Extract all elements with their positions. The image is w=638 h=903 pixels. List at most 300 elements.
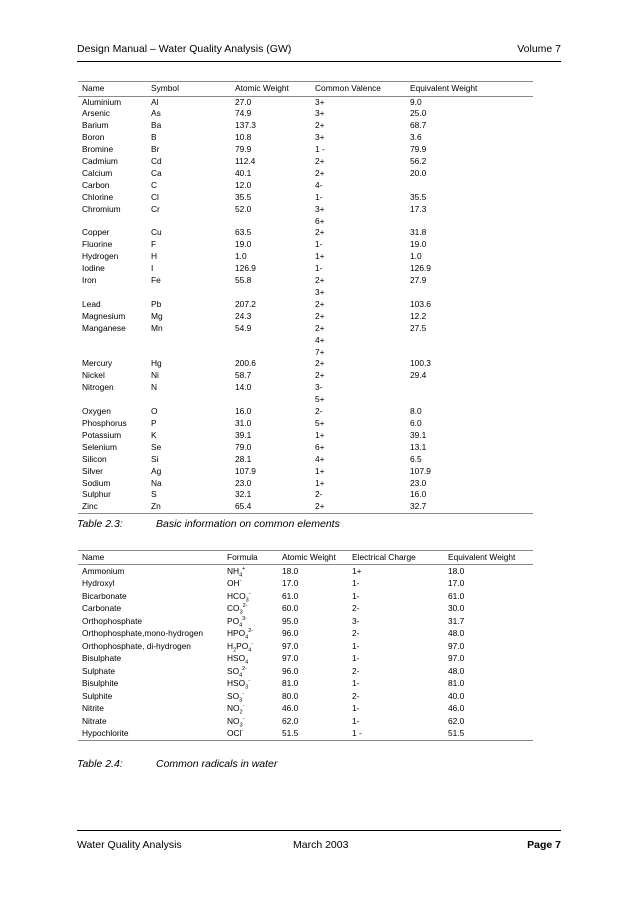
column-header: Symbol — [151, 83, 179, 93]
table-cell: 107.9 — [235, 465, 256, 476]
table-cell: Silver — [82, 465, 103, 476]
table-cell: 1+ — [352, 565, 362, 576]
formula-base: HPO — [227, 628, 246, 638]
table-cell: 16.0 — [410, 489, 427, 500]
table-cell: 19.0 — [235, 239, 252, 250]
table-cell: Sulphur — [82, 489, 111, 500]
table-cell: Carbon — [82, 179, 110, 190]
table-cell: Bromine — [82, 144, 114, 155]
formula-supscript: - — [248, 590, 251, 597]
table-cell: 1- — [352, 703, 360, 713]
table-row — [78, 615, 533, 628]
table-cell: 61.0 — [282, 590, 299, 601]
formula-subscript: 2 — [239, 709, 243, 716]
table-cell: 39.1 — [410, 429, 427, 440]
formula-subscript: 3 — [239, 722, 243, 729]
table-cell — [406, 287, 533, 299]
table-row — [78, 216, 533, 228]
table-cell: 51.5 — [448, 728, 465, 738]
table-cell: 1+ — [315, 251, 325, 262]
table-cell: 137.3 — [235, 120, 256, 131]
table-row — [78, 442, 533, 454]
table-cell: 1- — [352, 640, 360, 651]
table-cell: Calcium — [82, 167, 113, 178]
table-cell: 18.0 — [282, 565, 299, 576]
table-cell: Oxygen — [82, 406, 111, 417]
table-cell — [147, 394, 231, 406]
column-header: Name — [82, 83, 105, 93]
table-cell: 6+ — [315, 441, 325, 452]
table-cell: Sulphate — [82, 665, 116, 676]
column-header: Name — [82, 552, 105, 562]
table-row — [78, 382, 533, 394]
table-row — [78, 180, 533, 192]
table-cell — [78, 335, 147, 347]
table-row — [78, 144, 533, 156]
table-cell — [406, 347, 533, 359]
table-cell: 27.0 — [235, 96, 252, 107]
table-cell: Selenium — [82, 441, 117, 452]
formula-cell — [223, 602, 278, 615]
table-cell: 97.0 — [282, 653, 299, 663]
table-cell: H — [151, 251, 158, 262]
table-cell: 4- — [315, 179, 323, 190]
formula-base: HSO — [227, 653, 246, 663]
table-cell: N — [151, 382, 158, 393]
table-cell — [78, 394, 147, 406]
formula-cell — [223, 690, 278, 703]
table-cell: 62.0 — [448, 715, 465, 726]
table-2-4-caption — [77, 758, 277, 770]
table-cell: K — [151, 429, 157, 440]
table-cell: 24.3 — [235, 310, 252, 321]
formula-supscript: - — [242, 703, 245, 710]
table-cell — [231, 347, 311, 359]
table-cell: 39.1 — [235, 429, 252, 440]
table-row — [78, 418, 533, 430]
formula-supscript: - — [242, 715, 245, 722]
table-cell: 32.1 — [235, 489, 252, 500]
column-header: Formula — [227, 552, 258, 562]
table-cell: 4+ — [315, 453, 325, 464]
formula-subscript: 4 — [245, 659, 249, 666]
formula-subscript: 4 — [239, 572, 243, 579]
table-cell: 3- — [352, 615, 360, 626]
table-cell: 97.0 — [448, 653, 465, 663]
formula-subscript: 3 — [245, 684, 249, 691]
table-cell: 2- — [315, 489, 323, 500]
table-cell: 1.0 — [410, 251, 422, 262]
table-row — [78, 132, 533, 144]
table-cell: 103.6 — [410, 298, 431, 309]
table-cell: 1- — [352, 678, 360, 688]
formula-cell — [223, 615, 278, 628]
table-cell: Barium — [82, 120, 109, 131]
table-cell: 1- — [352, 715, 360, 726]
table-cell: Iodine — [82, 263, 105, 274]
table-cell: 23.0 — [235, 477, 252, 488]
column-header: Equivalent Weight — [448, 552, 516, 562]
formula-supscript: 2- — [242, 665, 248, 672]
table-cell: 2+ — [315, 298, 325, 309]
caption-text: Common radicals in water — [156, 758, 278, 770]
table-row — [78, 120, 533, 132]
table-cell: Mercury — [82, 358, 113, 369]
formula-base: H — [227, 640, 234, 651]
table-row — [78, 192, 533, 204]
table-cell: 18.0 — [448, 565, 465, 576]
table-cell — [231, 216, 311, 228]
formula-subscript: 4 — [239, 672, 243, 679]
table-cell: 74.9 — [235, 108, 252, 119]
radicals-table-header — [78, 551, 533, 565]
table-cell: 13.1 — [410, 441, 427, 452]
table-cell: 12.0 — [235, 179, 252, 190]
table-cell: 97.0 — [282, 640, 299, 651]
column-header: Atomic Weight — [282, 552, 336, 562]
formula-subscript: 2 — [233, 647, 237, 654]
formula-supscript: 2- — [248, 628, 254, 635]
table-cell: Bicarbonate — [82, 590, 127, 601]
table-cell: Copper — [82, 227, 110, 238]
table-cell: Mn — [151, 322, 163, 333]
table-cell: 3+ — [315, 287, 325, 297]
table-cell: As — [151, 108, 161, 119]
formula-cell — [223, 715, 278, 728]
table-cell: 31.8 — [410, 227, 427, 238]
table-cell: 1+ — [315, 429, 325, 440]
table-cell: 48.0 — [448, 665, 465, 676]
table-cell: 63.5 — [235, 227, 252, 238]
table-row — [78, 665, 533, 678]
table-cell — [231, 287, 311, 299]
table-cell: 112.4 — [235, 156, 256, 167]
table-cell — [406, 382, 533, 394]
formula-base: NO — [227, 703, 240, 713]
table-row — [78, 640, 533, 653]
table-row — [78, 311, 533, 323]
formula-subscript: 4 — [248, 647, 252, 654]
table-row — [78, 251, 533, 263]
table-cell: 58.7 — [235, 370, 252, 381]
table-cell — [147, 216, 231, 228]
table-cell: Orthophosphate — [82, 615, 143, 626]
table-cell: Iron — [82, 275, 97, 286]
header-volume: Volume 7 — [517, 43, 561, 55]
table-cell: 55.8 — [235, 275, 252, 286]
table-row — [78, 263, 533, 275]
table-cell: 10.8 — [235, 132, 252, 143]
table-cell — [406, 335, 533, 347]
table-cell: 100.3 — [410, 358, 431, 369]
table-row — [78, 430, 533, 442]
table-cell: 16.0 — [235, 406, 252, 417]
table-cell: 1+ — [315, 477, 325, 488]
table-cell: 17.0 — [448, 578, 465, 588]
table-cell: 60.0 — [282, 603, 299, 613]
table-cell: 2+ — [315, 156, 325, 167]
table-cell: Se — [151, 441, 162, 452]
table-cell: 52.0 — [235, 203, 252, 214]
table-cell: 1 - — [315, 144, 325, 155]
formula-base: HSO — [227, 678, 246, 688]
table-cell: 1- — [352, 590, 360, 601]
table-cell: 27.5 — [410, 322, 427, 333]
table-cell: 2+ — [315, 310, 325, 321]
table-cell: Bisulphate — [82, 653, 122, 663]
table-cell: 5+ — [315, 394, 325, 405]
formula-subscript: 3 — [245, 597, 249, 604]
table-cell: 1- — [315, 263, 323, 274]
formula-base: NO — [227, 715, 240, 726]
table-cell: 81.0 — [448, 678, 465, 688]
formula-cell — [223, 652, 278, 665]
formula-supscript: - — [239, 578, 242, 585]
table-cell: 61.0 — [448, 590, 465, 601]
table-cell: Ca — [151, 167, 162, 178]
table-cell: Nitrogen — [82, 382, 114, 393]
table-cell: 3+ — [315, 203, 325, 214]
table-cell: I — [151, 263, 154, 274]
table-cell: 2- — [352, 665, 360, 676]
table-cell: 2- — [315, 406, 323, 417]
table-cell: 2+ — [315, 322, 325, 333]
formula-supscript: 2- — [242, 603, 248, 610]
table-cell: 2+ — [315, 370, 325, 381]
table-2-3-caption — [77, 518, 340, 530]
column-header: Equivalent Weight — [410, 83, 478, 93]
table-cell: 97.0 — [448, 640, 465, 651]
table-cell — [78, 216, 147, 228]
table-cell: Cadmium — [82, 156, 118, 167]
header-rule — [77, 61, 561, 62]
table-cell: 31.0 — [235, 417, 252, 428]
formula-subscript: 3 — [239, 609, 243, 616]
table-row — [78, 275, 533, 287]
page-footer — [77, 839, 561, 853]
table-row — [78, 564, 533, 577]
table-cell: 2- — [352, 603, 360, 613]
formula-base: OCl — [227, 728, 242, 738]
table-cell: Cu — [151, 227, 162, 238]
table-cell: Cd — [151, 156, 162, 167]
table-cell: 40.1 — [235, 167, 252, 178]
table-cell: 2- — [352, 690, 360, 701]
table-cell: 23.0 — [410, 477, 427, 488]
table-cell: Bisulphite — [82, 678, 119, 688]
table-cell: 65.4 — [235, 501, 252, 512]
table-cell: Hydrogen — [82, 251, 119, 262]
table-row — [78, 168, 533, 180]
table-row — [78, 323, 533, 335]
table-cell: Zinc — [82, 501, 98, 512]
table-cell: 28.1 — [235, 453, 252, 464]
table-cell: Arsenic — [82, 108, 110, 119]
table-row — [78, 489, 533, 501]
table-cell: Nitrate — [82, 715, 107, 726]
table-row — [78, 454, 533, 466]
table-row — [78, 227, 533, 239]
table-cell: 5+ — [315, 417, 325, 428]
table-cell: Hypochlorite — [82, 728, 129, 738]
table-cell: 3+ — [315, 132, 325, 143]
formula-base: OH — [227, 578, 240, 588]
table-cell: 1- — [352, 578, 360, 588]
table-cell: 1- — [352, 653, 360, 663]
formula-cell — [223, 640, 278, 653]
table-cell: Ni — [151, 370, 159, 381]
table-cell: 17.0 — [282, 578, 299, 588]
table-cell — [78, 287, 147, 299]
table-cell: 7+ — [315, 346, 325, 357]
formula-cell — [223, 702, 278, 715]
table-cell: Nitrite — [82, 703, 104, 713]
table-cell: Fluorine — [82, 239, 113, 250]
table-row — [78, 335, 533, 347]
formula-cell — [223, 577, 278, 590]
table-cell: Nickel — [82, 370, 105, 381]
table-cell: Pb — [151, 298, 162, 309]
formula-subscript: 4 — [239, 622, 243, 629]
table-cell: 35.5 — [410, 191, 427, 202]
column-header: Common Valence — [315, 83, 381, 93]
table-cell: 29.4 — [410, 370, 427, 381]
table-cell: 9.0 — [410, 96, 422, 107]
table-cell: Zn — [151, 501, 161, 512]
table-cell: 1- — [315, 239, 323, 250]
table-cell: 25.0 — [410, 108, 427, 119]
table-cell: Chromium — [82, 203, 121, 214]
table-row — [78, 156, 533, 168]
formula-supscript: + — [242, 565, 246, 572]
table-cell: 2- — [352, 628, 360, 638]
table-cell: 96.0 — [282, 628, 299, 638]
table-cell: Orthophosphate,mono-hydrogen — [82, 628, 204, 638]
table-cell: Ammonium — [82, 565, 125, 576]
table-cell: 46.0 — [282, 703, 299, 713]
table-row — [78, 727, 533, 740]
table-cell: 1- — [315, 191, 323, 202]
table-cell: Boron — [82, 132, 105, 143]
table-cell: 6.5 — [410, 453, 422, 464]
table-cell: Mg — [151, 310, 163, 321]
table-cell: 79.9 — [235, 144, 252, 155]
table-cell: Chlorine — [82, 191, 114, 202]
table-cell: 3+ — [315, 108, 325, 119]
table-cell: Lead — [82, 298, 101, 309]
table-cell: S — [151, 489, 157, 500]
table-cell: 14.0 — [235, 382, 252, 393]
table-cell: 27.9 — [410, 275, 427, 286]
table-cell: 6+ — [315, 215, 325, 226]
table-row — [78, 577, 533, 590]
column-header: Electrical Charge — [352, 552, 416, 562]
table-cell: 51.5 — [282, 728, 299, 738]
table-cell: 12.2 — [410, 310, 427, 321]
table-cell: Silicon — [82, 453, 107, 464]
table-cell — [406, 394, 533, 406]
table-cell: 17.3 — [410, 203, 427, 214]
table-cell: 1 - — [352, 728, 362, 738]
table-cell: 40.0 — [448, 690, 465, 701]
table-cell: 200.6 — [235, 358, 256, 369]
table-cell: 126.9 — [410, 263, 431, 274]
formula-base: PO — [227, 615, 240, 626]
table-cell — [406, 180, 533, 192]
table-cell: 35.5 — [235, 191, 252, 202]
table-cell: Magnesium — [82, 310, 126, 321]
formula-cell — [223, 727, 278, 740]
radicals-table-body — [78, 564, 533, 740]
formula-base: SO — [227, 690, 240, 701]
table-cell: 2+ — [315, 167, 325, 178]
table-row — [78, 239, 533, 251]
table-row — [78, 627, 533, 640]
table-cell — [147, 335, 231, 347]
table-row — [78, 108, 533, 120]
formula-base: SO — [227, 665, 240, 676]
table-cell: O — [151, 406, 158, 417]
caption-text: Basic information on common elements — [156, 518, 340, 530]
formula-cell — [223, 590, 278, 603]
table-cell: 56.2 — [410, 156, 427, 167]
table-row — [78, 501, 533, 513]
table-cell: 95.0 — [282, 615, 299, 626]
table-cell: 6.0 — [410, 417, 422, 428]
table-cell: 19.0 — [410, 239, 427, 250]
table-cell: Phosphorus — [82, 417, 127, 428]
table-cell: 207.2 — [235, 298, 256, 309]
formula-supscript: 3- — [242, 615, 248, 622]
table-cell: 68.7 — [410, 120, 427, 131]
table-cell: 4+ — [315, 334, 325, 345]
table-cell: 2+ — [315, 275, 325, 286]
table-row — [78, 478, 533, 490]
table-cell: 126.9 — [235, 263, 256, 274]
caption-number: Table 2.4: — [77, 758, 123, 770]
table-cell: Cr — [151, 203, 160, 214]
table-cell: Orthophosphate, di-hydrogen — [82, 640, 191, 651]
table-row — [78, 299, 533, 311]
page-number: Page 7 — [527, 839, 561, 851]
table-cell: Aluminium — [82, 96, 122, 107]
table-row — [78, 347, 533, 359]
elements-table — [78, 81, 533, 514]
elements-table-header — [78, 82, 533, 97]
table-cell: Fe — [151, 275, 161, 286]
table-cell: 46.0 — [448, 703, 465, 713]
table-row — [78, 590, 533, 603]
table-cell: 1.0 — [235, 251, 247, 262]
table-row — [78, 466, 533, 478]
footer-date: March 2003 — [293, 839, 349, 851]
table-row — [78, 702, 533, 715]
table-cell: 3+ — [315, 96, 325, 107]
table-cell: Manganese — [82, 322, 126, 333]
table-cell: 62.0 — [282, 715, 299, 726]
footer-rule — [77, 830, 561, 831]
table-cell: 2+ — [315, 501, 325, 512]
formula-base: CO — [227, 603, 240, 613]
table-cell: Ba — [151, 120, 162, 131]
table-row — [78, 715, 533, 728]
header-title: Design Manual – Water Quality Analysis (GW) — [77, 43, 292, 55]
table-cell: Na — [151, 477, 162, 488]
table-cell: Al — [151, 96, 159, 107]
table-cell: 1+ — [315, 465, 325, 476]
formula-supscript: - — [248, 678, 251, 685]
footer-title: Water Quality Analysis — [77, 839, 182, 851]
